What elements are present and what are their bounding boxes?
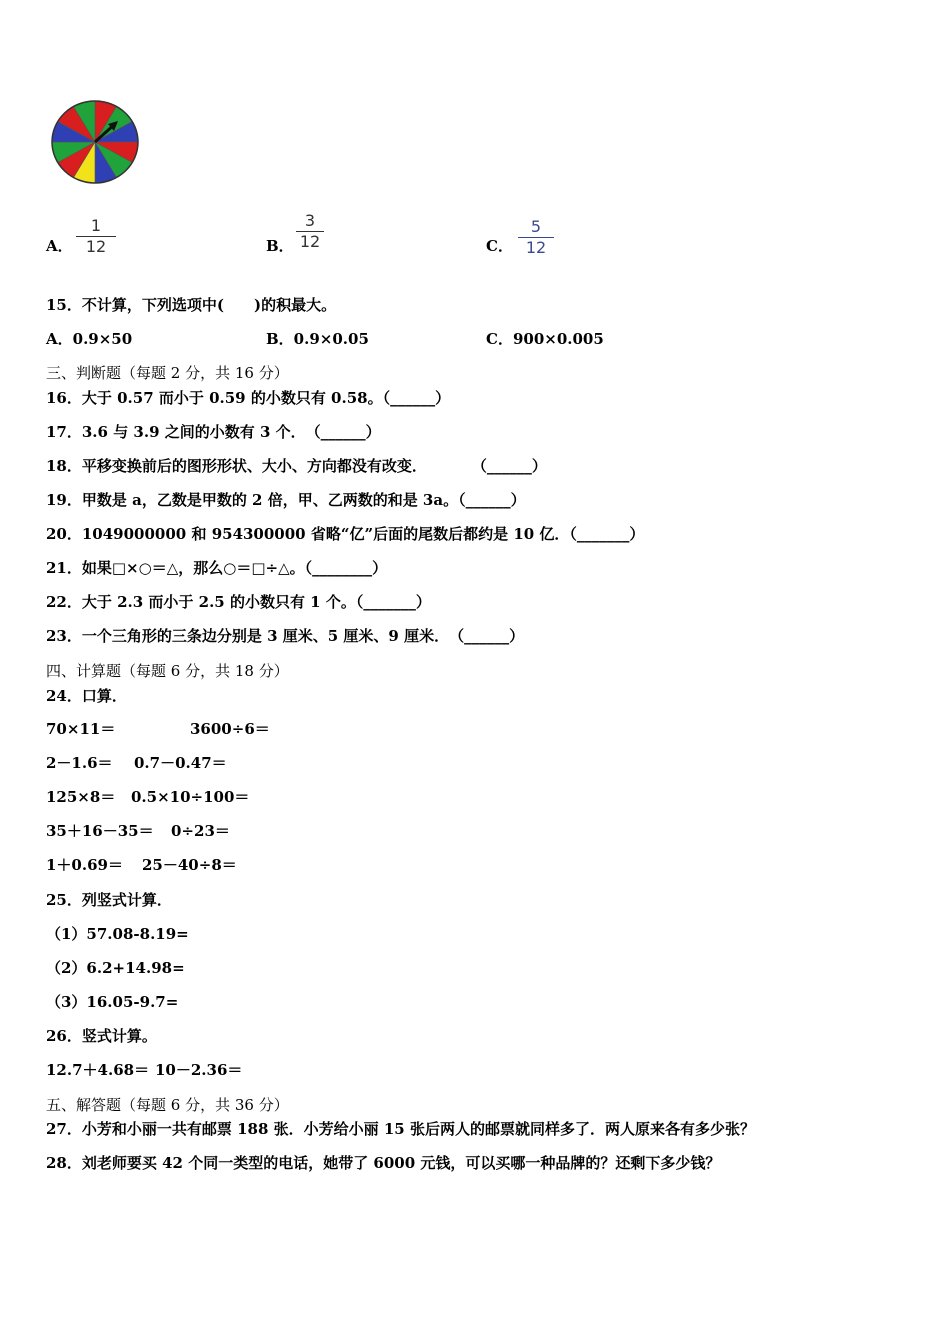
q24-row2-right: 0.7－0.47＝ [134, 754, 227, 772]
q27: 27．小芳和小丽一共有邮票 188 张．小芳给小丽 15 张后两人的邮票就同样多了．两人原来各有多少张？ [46, 1120, 755, 1138]
q24-row5-right: 25－40÷8＝ [142, 856, 237, 874]
q24-row4-right: 0÷23＝ [171, 822, 230, 840]
section4-title: 四、计算题（每题 6 分，共 18 分） [46, 662, 289, 680]
q24-row2-left: 2－1.6＝ [46, 754, 113, 772]
q14-option-b-denominator: 12 [299, 232, 321, 251]
q14-option-b-label: B． [266, 237, 294, 255]
spinner-wheel-figure [50, 99, 142, 187]
q26-right: 10－2.36＝ [155, 1061, 243, 1079]
q14-option-a-denominator: 12 [85, 237, 107, 256]
q24-row3-right: 0.5×10÷100＝ [131, 788, 250, 806]
q15-text: 15．不计算，下列选项中( )的积最大。 [46, 296, 337, 314]
q24-row4-left: 35＋16－35＝ [46, 822, 154, 840]
q24-row5-left: 1＋0.69＝ [46, 856, 123, 874]
q14-option-a-fraction [76, 217, 116, 256]
q25-item-2: （2）6.2+14.98= [46, 959, 185, 977]
q15-option-a: A．0.9×50 [46, 330, 133, 348]
q24-row1-left: 70×11＝ [46, 720, 116, 738]
q14-option-c-fraction [518, 218, 554, 257]
q25-item-1: （1）57.08-8.19= [46, 925, 189, 943]
q22: 22．大于 2.3 而小于 2.5 的小数只有 1 个。（_______） [46, 593, 431, 611]
q14-option-c-label: C． [486, 237, 513, 255]
q20: 20．1049000000 和 954300000 省略“亿”后面的尾数后都约是 10 亿．（_______） [46, 525, 645, 543]
q24-row3-left: 125×8＝ [46, 788, 116, 806]
q14-option-a-label: A． [46, 237, 73, 255]
q15-option-c: C．900×0.005 [486, 330, 604, 348]
q15-option-b: B．0.9×0.05 [266, 330, 369, 348]
q14-option-a-numerator: 1 [90, 216, 102, 235]
q14-option-b-fraction [296, 212, 324, 251]
q23: 23．一个三角形的三条边分别是 3 厘米、5 厘米、9 厘米． （______） [46, 627, 525, 645]
q25-item-3: （3）16.05-9.7= [46, 993, 179, 1011]
q14-option-c-numerator: 5 [530, 217, 542, 236]
q26-left: 12.7＋4.68＝ [46, 1061, 150, 1079]
q18: 18．平移变换前后的图形形状、大小、方向都没有改变． （______） [46, 457, 547, 475]
section3-title: 三、判断题（每题 2 分，共 16 分） [46, 364, 289, 382]
q19: 19．甲数是 a，乙数是甲数的 2 倍，甲、乙两数的和是 3a。（______） [46, 491, 526, 509]
q17: 17．3.6 与 3.9 之间的小数有 3 个． （______） [46, 423, 381, 441]
section5-title: 五、解答题（每题 6 分，共 36 分） [46, 1096, 289, 1114]
q24-row1-right: 3600÷6＝ [190, 720, 270, 738]
q24-title: 24．口算． [46, 687, 127, 705]
q14-option-b-numerator: 3 [304, 211, 316, 230]
q21: 21．如果□×○＝△，那么○＝□÷△。（________） [46, 559, 388, 577]
q14-option-c-denominator: 12 [525, 238, 547, 257]
q28: 28．刘老师要买 42 个同一类型的电话，她带了 6000 元钱，可以买哪一种品牌的？还剩下多少钱？ [46, 1154, 721, 1172]
q16: 16．大于 0.57 而小于 0.59 的小数只有 0.58。（______） [46, 389, 451, 407]
q26-title: 26．竖式计算。 [46, 1027, 157, 1045]
q25-title: 25．列竖式计算． [46, 891, 172, 909]
